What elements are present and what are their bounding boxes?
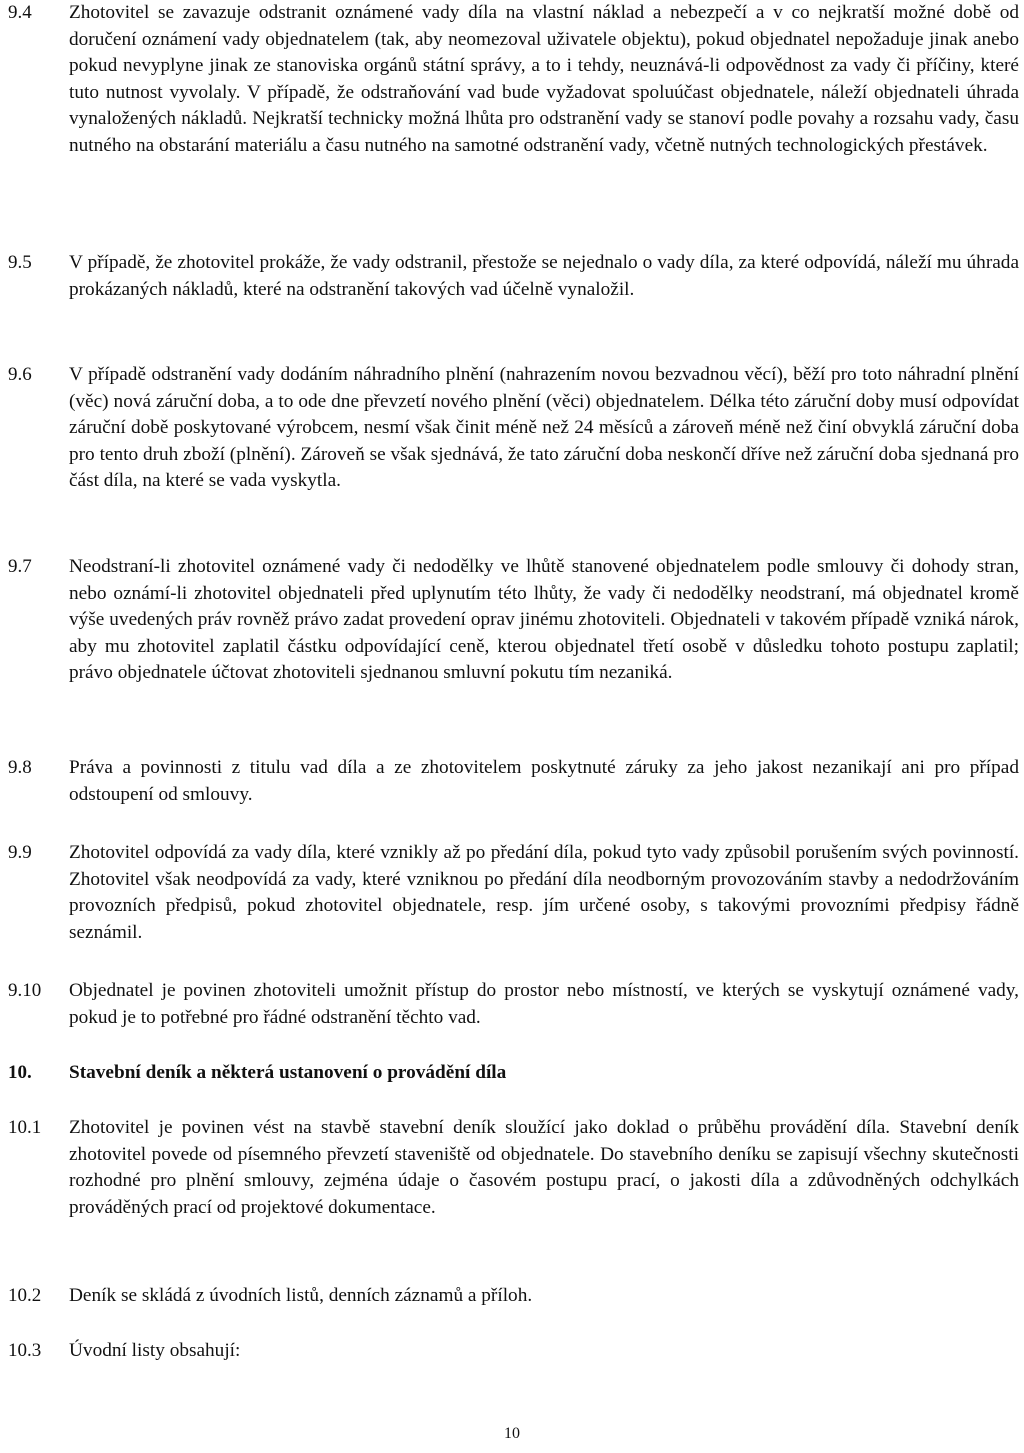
clause-number: 9.8 bbox=[8, 757, 32, 778]
clause-text: Úvodní listy obsahují: bbox=[69, 1340, 241, 1361]
clause-number: 9.10 bbox=[8, 980, 42, 1001]
clause-number: 9.9 bbox=[8, 842, 32, 863]
clause-number: 9.7 bbox=[8, 556, 32, 577]
section-title: Stavební deník a některá ustanovení o provádění díla bbox=[69, 1062, 507, 1083]
clause-text: V případě, že zhotovitel prokáže, že vady odstranil, přestože se nejednalo o vady díla, za které odpovídá, náleží mu úhrada prokázaných nákladů, které na odstranění takových vad účelně vynaložil. bbox=[69, 252, 1019, 300]
clause-text: Deník se skládá z úvodních listů, denních záznamů a příloh. bbox=[69, 1285, 533, 1306]
clause-number: 9.5 bbox=[8, 252, 32, 273]
section-number: 10. bbox=[8, 1062, 32, 1083]
clause-text: Práva a povinnosti z titulu vad díla a ze zhotovitelem poskytnuté záruky za jeho jakost nezanikají ani pro případ odstoupení od smlouvy. bbox=[69, 757, 1019, 805]
clause-number: 10.1 bbox=[8, 1117, 42, 1138]
clause-text: V případě odstranění vady dodáním náhradního plnění (nahrazením novou bezvadnou věcí), běží pro toto náhradní plnění (věc) nová záruční doba, a to ode dne převzetí nového plnění (věci) objednatelem. Délka této záruční doby musí odpovídat záruční době poskytované výrobcem, nesmí však činit méně než 24 měsíců a zároveň méně než činí obvyklá záruční doba pro tento druh zboží (plnění). Zároveň se však sjednává, že tato záruční doba neskončí dříve než záruční doba sjednaná pro část díla, na které se vada vyskytla. bbox=[69, 364, 1019, 491]
clause-text: Zhotovitel se zavazuje odstranit oznámené vady díla na vlastní náklad a nebezpečí a v co nejkratší možné době od doručení oznámení vady objednatelem (tak, aby neomezoval uživatele objektu), pokud objednatel nepožaduje jinak anebo pokud nevyplyne jinak ze stanoviska orgánů státní správy, a to i tehdy, neuznává-li odpovědnost za vady či příčiny, které tuto nutnost vyvolaly. V případě, že odstraňování vad bude vyžadovat spoluúčast objednatele, náleží objednateli úhrada vynaložených nákladů. Nejkratší technicky možná lhůta pro odstranění vady se stanoví podle povahy a rozsahu vady, času nutného na obstarání materiálu a času nutného na samotné odstranění vady, včetně nutných technologických přestávek. bbox=[69, 2, 1019, 156]
clause-number: 9.6 bbox=[8, 364, 32, 385]
page-number: 10 bbox=[504, 1425, 520, 1442]
clause-number: 10.3 bbox=[8, 1340, 42, 1361]
clause-number: 9.4 bbox=[8, 2, 32, 23]
clause-text: Zhotovitel odpovídá za vady díla, které vznikly až po předání díla, pokud tyto vady způsobil porušením svých povinností. Zhotovitel však neodpovídá za vady, které vzniknou po předání díla neodborným provozováním stavby a nedodržováním provozních předpisů, pokud zhotovitel objednatele, resp. jím určené osoby, s takovými provozními předpisy řádně seznámil. bbox=[69, 842, 1019, 943]
clause-text: Objednatel je povinen zhotoviteli umožnit přístup do prostor nebo místností, ve kterých se vyskytují oznámené vady, pokud je to potřebné pro řádné odstranění těchto vad. bbox=[69, 980, 1019, 1028]
clause-text: Zhotovitel je povinen vést na stavbě stavební deník sloužící jako doklad o průběhu provádění díla. Stavební deník zhotovitel povede od písemného převzetí staveniště od objednatele. Do stavebního deníku se zapisují všechny skutečnosti rozhodné pro plnění smlouvy, zejména údaje o časovém postupu prací, o jakosti díla a zdůvodněných odchylkách prováděných prací od projektové dokumentace. bbox=[69, 1117, 1019, 1218]
clause-text: Neodstraní-li zhotovitel oznámené vady či nedodělky ve lhůtě stanovené objednatelem podle smlouvy či dohody stran, nebo oznámí-li zhotovitel objednateli před uplynutím této lhůty, že vady či nedodělky neodstraní, má objednatel kromě výše uvedených práv rovněž právo zadat provedení oprav jinému zhotoviteli. Objednateli v takovém případě vzniká nárok, aby mu zhotovitel zaplatil částku odpovídající ceně, kterou objednatel třetí osobě v důsledku tohoto postupu zaplatil; právo objednatele účtovat zhotoviteli sjednanou smluvní pokutu tím nezaniká. bbox=[69, 556, 1019, 683]
clause-number: 10.2 bbox=[8, 1285, 42, 1306]
